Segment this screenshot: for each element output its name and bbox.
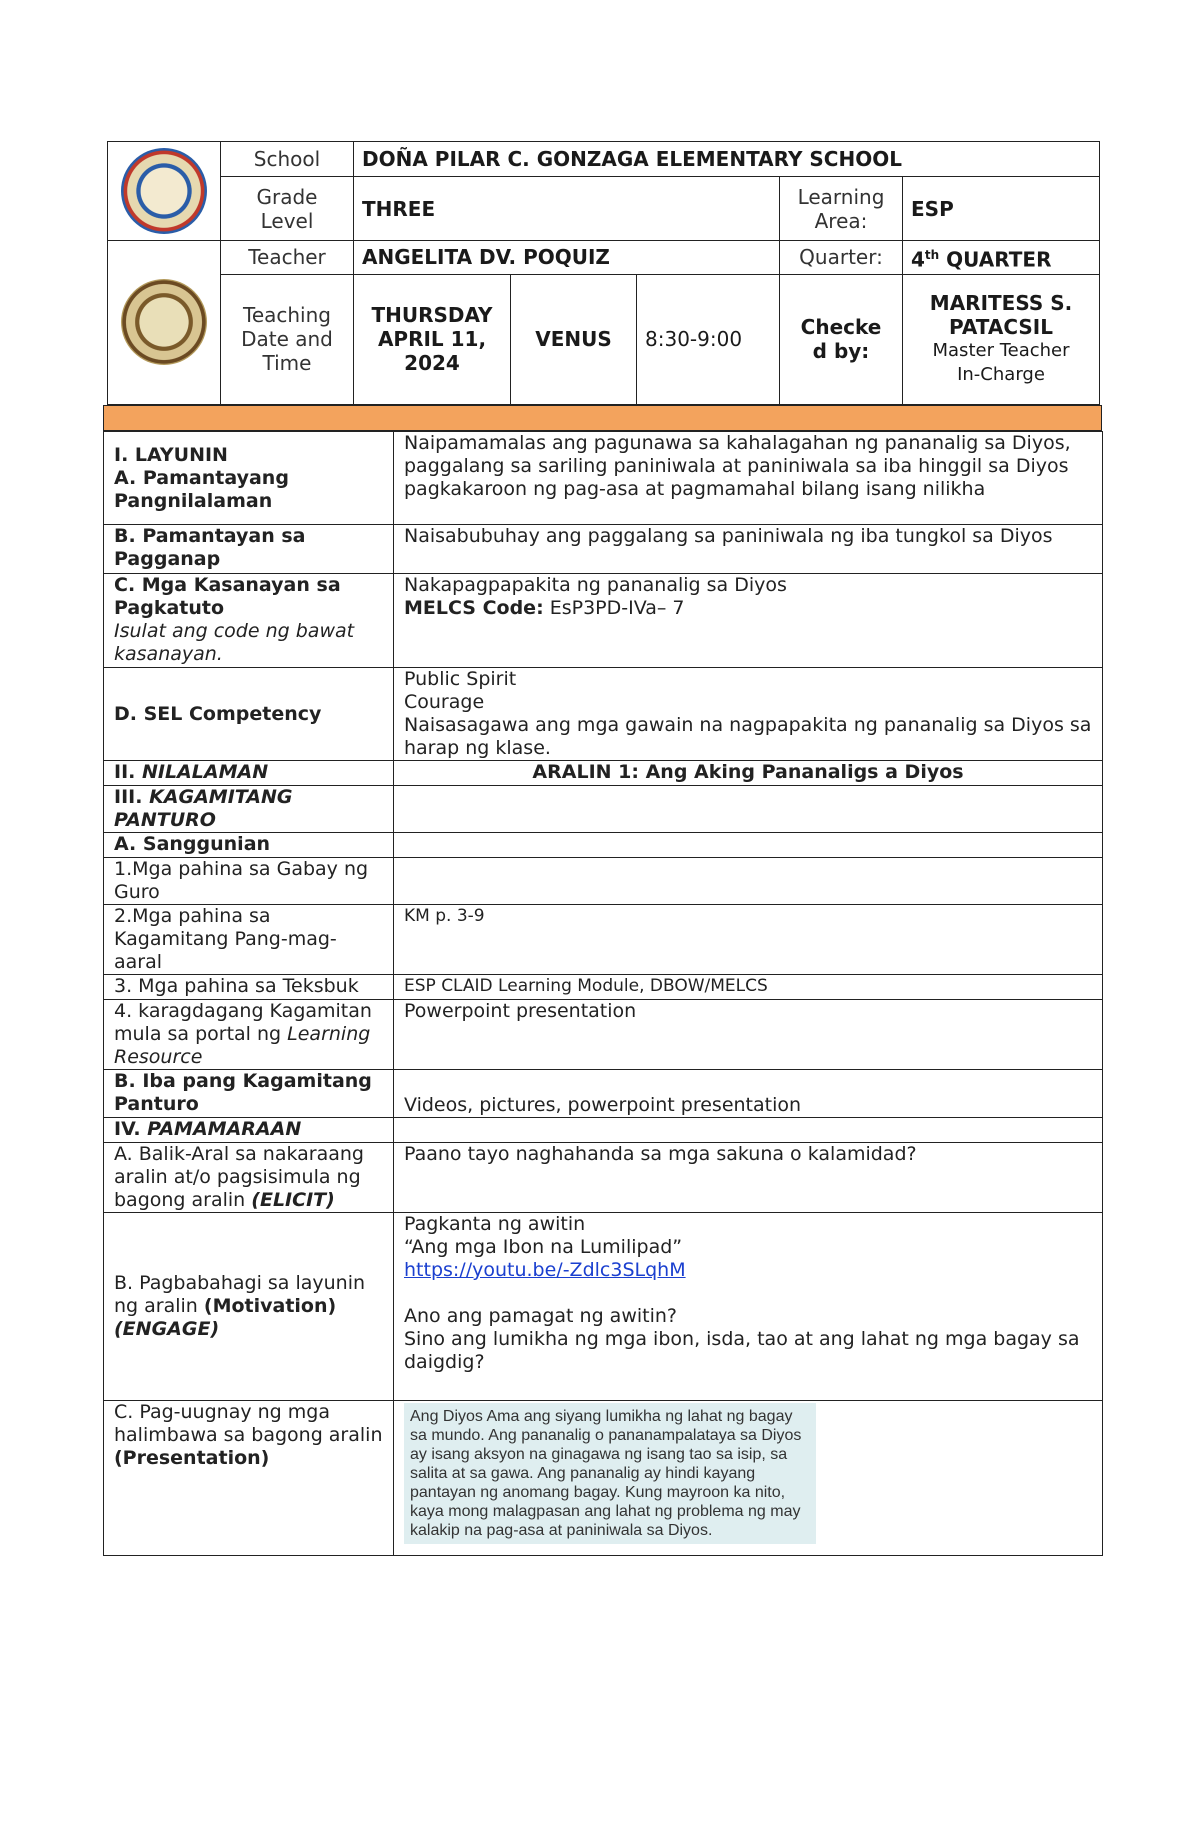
checked-by-label: Checke d by: bbox=[780, 274, 903, 404]
sanggunian-label: A. Sanggunian bbox=[104, 833, 394, 858]
teksbuk-label: 3. Mga pahina sa Teksbuk bbox=[104, 975, 394, 1000]
sel-text: Public Spirit Courage Naisasagawa ang mga gawain na nagpapakita ng pananalig sa Diyos sa harap ng klase. bbox=[394, 668, 1103, 761]
header-table bbox=[107, 141, 1100, 432]
lesson-note-card: Ang Diyos Ama ang siyang lumikha ng lahat ng bagay sa mundo. Ang pananalig o pananampalataya sa Diyos ay isang aksyon na ginagawa ng isang tao sa isip, sa salita at sa gawa. Ang pananalig ay hindi kayang pantayan ng anomang bagay. Kung mayroon ka nito, kaya mong malagpasan ang lahat ng problema ng may kalakip na pag-asa at paniniwala sa Diyos. bbox=[404, 1403, 816, 1544]
pagganap-text: Naisabubuhay ang paggalang sa paniniwala ng iba tungkol sa Diyos bbox=[394, 525, 1103, 574]
gabay-label: 1.Mga pahina sa Gabay ng Guro bbox=[104, 858, 394, 905]
paguugnay-value bbox=[394, 1401, 1103, 1556]
teksbuk-value: ESP CLAID Learning Module, DBOW/MELCS bbox=[394, 975, 1103, 1000]
paguugnay-label: C. Pag-uugnay ng mga halimbawa sa bagong aralin (Presentation) bbox=[104, 1401, 394, 1556]
grade-value: THREE bbox=[354, 177, 780, 241]
school-name: DOÑA PILAR C. GONZAGA ELEMENTARY SCHOOL bbox=[354, 142, 1100, 177]
division-logo-cell bbox=[108, 241, 221, 405]
orange-divider-band bbox=[103, 405, 1102, 431]
song-video-link[interactable]: https://youtu.be/-Zdlc3SLqhM bbox=[404, 1259, 686, 1281]
teaching-time: 8:30-9:00 bbox=[637, 274, 780, 404]
gabay-empty bbox=[394, 858, 1103, 905]
learning-area-value: ESP bbox=[903, 177, 1100, 241]
school-logo-cell bbox=[108, 142, 221, 241]
sel-label: D. SEL Competency bbox=[104, 668, 394, 761]
pamamaraan-empty bbox=[394, 1118, 1103, 1143]
teaching-datetime-label: Teaching Date and Time bbox=[221, 274, 354, 404]
checker-info: MARITESS S. PATACSIL Master Teacher In-Charge bbox=[903, 274, 1100, 404]
balik-aral-value: Paano tayo naghahanda sa mga sakuna o kalamidad? bbox=[394, 1143, 1103, 1213]
pamamaraan-label: IV. PAMAMARAAN bbox=[104, 1118, 394, 1143]
aralin-title: ARALIN 1: Ang Aking Pananaligs a Diyos bbox=[394, 761, 1103, 786]
kasanayan-text: Nakapagpapakita ng pananalig sa Diyos MELCS Code: EsP3PD-IVa– 7 bbox=[394, 574, 1103, 668]
school-label: School bbox=[221, 142, 354, 177]
sanggunian-empty bbox=[394, 833, 1103, 858]
division-seal-icon bbox=[121, 279, 207, 365]
pamantayang-text: Naipamamalas ang pagunawa sa kahalagahan ng pananalig sa Diyos, paggalang sa sariling paniniwala at paniniwala sa iba hinggil sa Diyos pagkakaroon ng pag-asa at pagmamahal bilang isang nilikha bbox=[394, 432, 1103, 525]
karagdagang-value: Powerpoint presentation bbox=[394, 1000, 1103, 1070]
school-seal-icon bbox=[121, 148, 207, 234]
teacher-name: ANGELITA DV. POQUIZ bbox=[354, 241, 780, 275]
lesson-plan-table bbox=[103, 431, 1103, 1556]
iba-pang-value: Videos, pictures, powerpoint presentation bbox=[394, 1070, 1103, 1118]
balik-aral-label: A. Balik-Aral sa nakaraang aralin at/o pagsisimula ng bagong aralin (ELICIT) bbox=[104, 1143, 394, 1213]
kagamitang-pang-label: 2.Mga pahina sa Kagamitang Pang-mag-aaral bbox=[104, 905, 394, 975]
kagamitan-label: III. KAGAMITANG PANTURO bbox=[104, 786, 394, 833]
nilalaman-label: II. NILALAMAN bbox=[104, 761, 394, 786]
karagdagang-label: 4. karagdagang Kagamitan mula sa portal ng Learning Resource bbox=[104, 1000, 394, 1070]
learning-area-label: Learning Area: bbox=[780, 177, 903, 241]
kagamitan-empty bbox=[394, 786, 1103, 833]
teacher-label: Teacher bbox=[221, 241, 354, 275]
layunin-label: I. LAYUNIN A. Pamantayang Pangnilalaman bbox=[104, 432, 394, 525]
teaching-date: THURSDAY APRIL 11, 2024 bbox=[354, 274, 511, 404]
pagganap-label: B. Pamantayan sa Pagganap bbox=[104, 525, 394, 574]
pagbabahagi-label: B. Pagbabahagi sa layunin ng aralin (Motivation) (ENGAGE) bbox=[104, 1213, 394, 1401]
quarter-value: 4th QUARTER bbox=[903, 241, 1100, 275]
iba-pang-label: B. Iba pang Kagamitang Panturo bbox=[104, 1070, 394, 1118]
km-pages: KM p. 3-9 bbox=[394, 905, 1103, 975]
section-name: VENUS bbox=[511, 274, 637, 404]
quarter-label: Quarter: bbox=[780, 241, 903, 275]
kasanayan-label: C. Mga Kasanayan sa Pagkatuto Isulat ang code ng bawat kasanayan. bbox=[104, 574, 394, 668]
grade-label: Grade Level bbox=[221, 177, 354, 241]
pagbabahagi-value: Pagkanta ng awitin “Ang mga Ibon na Lumilipad” https://youtu.be/-Zdlc3SLqhM Ano ang pamagat ng awitin? Sino ang lumikha ng mga ibon, isda, tao at ang lahat ng mga bagay sa daigdig? bbox=[394, 1213, 1103, 1401]
